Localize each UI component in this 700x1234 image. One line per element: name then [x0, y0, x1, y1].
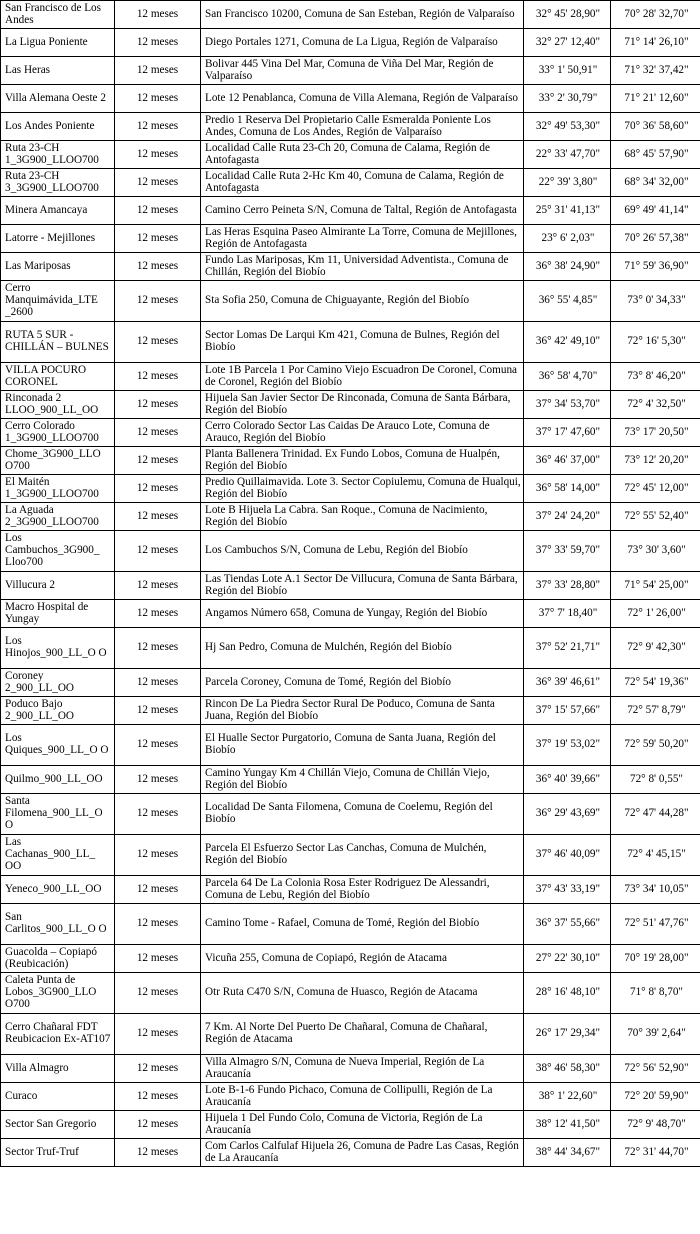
site-name-cell: Macro Hospital de Yungay — [1, 600, 115, 628]
site-name-cell: Los Andes Poniente — [1, 113, 115, 141]
address-cell: Rincon De La Piedra Sector Rural De Poduco, Comuna de Santa Juana, Región del Biobío — [201, 697, 524, 725]
period-cell: 12 meses — [115, 904, 201, 945]
latitude-cell: 37° 19' 53,02" — [524, 725, 611, 766]
latitude-cell: 38° 44' 34,67" — [524, 1139, 611, 1167]
site-name-cell: Poduco Bajo 2_900_LL_OO — [1, 697, 115, 725]
latitude-cell: 36° 40' 39,66" — [524, 766, 611, 794]
table-row — [1, 113, 700, 141]
site-name-cell: Ruta 23-CH 3_3G900_LLOO700 — [1, 169, 115, 197]
longitude-cell: 73° 17' 20,50" — [611, 419, 700, 447]
site-name-cell: Ruta 23-CH 1_3G900_LLOO700 — [1, 141, 115, 169]
table-row — [1, 945, 700, 973]
latitude-cell: 26° 17' 29,34" — [524, 1014, 611, 1055]
longitude-cell: 70° 28' 32,70" — [611, 1, 700, 29]
address-cell: Parcela 64 De La Colonia Rosa Ester Rodriguez De Alessandri, Comuna de Lebu, Región del Biobío — [201, 876, 524, 904]
period-cell: 12 meses — [115, 225, 201, 253]
site-name-cell: Cerro Colorado 1_3G900_LLOO700 — [1, 419, 115, 447]
table-row — [1, 447, 700, 475]
latitude-cell: 36° 55' 4,85" — [524, 281, 611, 322]
address-cell: Lote B Hijuela La Cabra. San Roque., Comuna de Nacimiento, Región del Biobío — [201, 503, 524, 531]
latitude-cell: 36° 29' 43,69" — [524, 794, 611, 835]
longitude-cell: 68° 34' 32,00" — [611, 169, 700, 197]
table-row — [1, 85, 700, 113]
site-name-cell: Coroney 2_900_LL_OO — [1, 669, 115, 697]
period-cell: 12 meses — [115, 281, 201, 322]
longitude-cell: 71° 32' 37,42" — [611, 57, 700, 85]
longitude-cell: 72° 47' 44,28" — [611, 794, 700, 835]
period-cell: 12 meses — [115, 391, 201, 419]
longitude-cell: 72° 16' 5,30" — [611, 322, 700, 363]
period-cell: 12 meses — [115, 85, 201, 113]
period-cell: 12 meses — [115, 973, 201, 1014]
period-cell: 12 meses — [115, 169, 201, 197]
site-name-cell: Cerro Chañaral FDT Reubicacion Ex-AT107 — [1, 1014, 115, 1055]
longitude-cell: 72° 1' 26,00" — [611, 600, 700, 628]
longitude-cell: 72° 9' 48,70" — [611, 1111, 700, 1139]
table-row — [1, 281, 700, 322]
site-name-cell: Santa Filomena_900_LL_O O — [1, 794, 115, 835]
longitude-cell: 72° 20' 59,90" — [611, 1083, 700, 1111]
site-name-cell: San Carlitos_900_LL_O O — [1, 904, 115, 945]
site-name-cell: Quilmo_900_LL_OO — [1, 766, 115, 794]
site-name-cell: San Francisco de Los Andes — [1, 1, 115, 29]
table-row — [1, 503, 700, 531]
address-cell: Localidad De Santa Filomena, Comuna de Coelemu, Región del Biobío — [201, 794, 524, 835]
address-cell: Lote B-1-6 Fundo Pichaco, Comuna de Collipulli, Región de La Araucanía — [201, 1083, 524, 1111]
table-row — [1, 572, 700, 600]
table-row — [1, 628, 700, 669]
address-cell: El Hualle Sector Purgatorio, Comuna de Santa Juana, Región del Biobío — [201, 725, 524, 766]
table-row — [1, 904, 700, 945]
site-name-cell: La Aguada 2_3G900_LLOO700 — [1, 503, 115, 531]
table-row — [1, 1055, 700, 1083]
period-cell: 12 meses — [115, 253, 201, 281]
longitude-cell: 72° 45' 12,00" — [611, 475, 700, 503]
table-row — [1, 1014, 700, 1055]
table-row — [1, 419, 700, 447]
latitude-cell: 37° 34' 53,70" — [524, 391, 611, 419]
latitude-cell: 32° 49' 53,30" — [524, 113, 611, 141]
longitude-cell: 72° 31' 44,70" — [611, 1139, 700, 1167]
table-row — [1, 197, 700, 225]
longitude-cell: 72° 56' 52,90" — [611, 1055, 700, 1083]
table-row — [1, 322, 700, 363]
address-cell: Predio 1 Reserva Del Propietario Calle Esmeralda Poniente Los Andes, Comuna de Los Andes, Región de Valparaíso — [201, 113, 524, 141]
latitude-cell: 23° 6' 2,03" — [524, 225, 611, 253]
period-cell: 12 meses — [115, 322, 201, 363]
period-cell: 12 meses — [115, 628, 201, 669]
table-row — [1, 600, 700, 628]
site-name-cell: Las Mariposas — [1, 253, 115, 281]
table-row — [1, 363, 700, 391]
latitude-cell: 36° 42' 49,10" — [524, 322, 611, 363]
table-row — [1, 29, 700, 57]
longitude-cell: 70° 36' 58,60" — [611, 113, 700, 141]
latitude-cell: 27° 22' 30,10" — [524, 945, 611, 973]
latitude-cell: 36° 38' 24,90" — [524, 253, 611, 281]
site-name-cell: Guacolda – Copiapó (Reubicación) — [1, 945, 115, 973]
address-cell: Parcela El Esfuerzo Sector Las Canchas, Comuna de Mulchén, Región del Biobío — [201, 835, 524, 876]
address-cell: 7 Km. Al Norte Del Puerto De Chañaral, Comuna de Chañaral, Región de Atacama — [201, 1014, 524, 1055]
latitude-cell: 37° 15' 57,66" — [524, 697, 611, 725]
period-cell: 12 meses — [115, 57, 201, 85]
site-name-cell: Villa Alemana Oeste 2 — [1, 85, 115, 113]
sites-table-body — [1, 1, 700, 1167]
address-cell: Sector Lomas De Larqui Km 421, Comuna de Bulnes, Región del Biobío — [201, 322, 524, 363]
period-cell: 12 meses — [115, 141, 201, 169]
latitude-cell: 37° 33' 59,70" — [524, 531, 611, 572]
address-cell: Parcela Coroney, Comuna de Tomé, Región del Biobío — [201, 669, 524, 697]
address-cell: San Francisco 10200, Comuna de San Esteban, Región de Valparaíso — [201, 1, 524, 29]
site-name-cell: Chome_3G900_LLO O700 — [1, 447, 115, 475]
latitude-cell: 22° 39' 3,80" — [524, 169, 611, 197]
table-row — [1, 766, 700, 794]
site-name-cell: Sector Truf-Truf — [1, 1139, 115, 1167]
site-name-cell: Sector San Gregorio — [1, 1111, 115, 1139]
latitude-cell: 22° 33' 47,70" — [524, 141, 611, 169]
table-row — [1, 1, 700, 29]
site-name-cell: RUTA 5 SUR - CHILLÁN – BULNES — [1, 322, 115, 363]
table-row — [1, 225, 700, 253]
site-name-cell: Las Cachanas_900_LL_ OO — [1, 835, 115, 876]
site-name-cell: Latorre - Mejillones — [1, 225, 115, 253]
address-cell: Camino Yungay Km 4 Chillán Viejo, Comuna de Chillán Viejo, Región del Biobío — [201, 766, 524, 794]
longitude-cell: 73° 8' 46,20" — [611, 363, 700, 391]
table-row — [1, 973, 700, 1014]
table-row — [1, 531, 700, 572]
longitude-cell: 72° 57' 8,79" — [611, 697, 700, 725]
longitude-cell: 73° 12' 20,20" — [611, 447, 700, 475]
latitude-cell: 36° 58' 4,70" — [524, 363, 611, 391]
latitude-cell: 37° 43' 33,19" — [524, 876, 611, 904]
site-name-cell: Los Cambuchos_3G900_ Lloo700 — [1, 531, 115, 572]
table-row — [1, 475, 700, 503]
period-cell: 12 meses — [115, 600, 201, 628]
address-cell: Camino Tome - Rafael, Comuna de Tomé, Región del Biobío — [201, 904, 524, 945]
table-row — [1, 169, 700, 197]
address-cell: Cerro Colorado Sector Las Caidas De Arauco Lote, Comuna de Arauco, Región del Biobío — [201, 419, 524, 447]
latitude-cell: 38° 12' 41,50" — [524, 1111, 611, 1139]
table-row — [1, 725, 700, 766]
period-cell: 12 meses — [115, 363, 201, 391]
latitude-cell: 33° 1' 50,91" — [524, 57, 611, 85]
address-cell: Hj San Pedro, Comuna de Mulchén, Región del Biobío — [201, 628, 524, 669]
address-cell: Otr Ruta C470 S/N, Comuna de Huasco, Región de Atacama — [201, 973, 524, 1014]
table-row — [1, 1111, 700, 1139]
latitude-cell: 37° 7' 18,40" — [524, 600, 611, 628]
period-cell: 12 meses — [115, 1111, 201, 1139]
site-name-cell: Rinconada 2 LLOO_900_LL_OO — [1, 391, 115, 419]
longitude-cell: 71° 54' 25,00" — [611, 572, 700, 600]
table-row — [1, 697, 700, 725]
table-row — [1, 141, 700, 169]
site-name-cell: Las Heras — [1, 57, 115, 85]
period-cell: 12 meses — [115, 447, 201, 475]
period-cell: 12 meses — [115, 835, 201, 876]
longitude-cell: 73° 0' 34,33" — [611, 281, 700, 322]
period-cell: 12 meses — [115, 29, 201, 57]
site-name-cell: Caleta Punta de Lobos_3G900_LLO O700 — [1, 973, 115, 1014]
longitude-cell: 72° 59' 50,20" — [611, 725, 700, 766]
table-row — [1, 253, 700, 281]
period-cell: 12 meses — [115, 572, 201, 600]
period-cell: 12 meses — [115, 697, 201, 725]
latitude-cell: 37° 46' 40,09" — [524, 835, 611, 876]
period-cell: 12 meses — [115, 1083, 201, 1111]
site-name-cell: VILLA POCURO CORONEL — [1, 363, 115, 391]
site-name-cell: Yeneco_900_LL_OO — [1, 876, 115, 904]
longitude-cell: 72° 51' 47,76" — [611, 904, 700, 945]
address-cell: Com Carlos Calfulaf Hijuela 26, Comuna de Padre Las Casas, Región de La Araucanía — [201, 1139, 524, 1167]
latitude-cell: 36° 46' 37,00" — [524, 447, 611, 475]
address-cell: Sta Sofia 250, Comuna de Chiguayante, Región del Biobío — [201, 281, 524, 322]
period-cell: 12 meses — [115, 876, 201, 904]
address-cell: Lote 12 Penablanca, Comuna de Villa Alemana, Región de Valparaíso — [201, 85, 524, 113]
latitude-cell: 36° 58' 14,00" — [524, 475, 611, 503]
address-cell: Predio Quillaimavida. Lote 3. Sector Copiulemu, Comuna de Hualqui, Región del Biobío — [201, 475, 524, 503]
latitude-cell: 38° 46' 58,30" — [524, 1055, 611, 1083]
site-name-cell: Los Hinojos_900_LL_O O — [1, 628, 115, 669]
period-cell: 12 meses — [115, 945, 201, 973]
period-cell: 12 meses — [115, 1139, 201, 1167]
latitude-cell: 25° 31' 41,13" — [524, 197, 611, 225]
table-row — [1, 1083, 700, 1111]
table-row — [1, 669, 700, 697]
period-cell: 12 meses — [115, 197, 201, 225]
latitude-cell: 37° 33' 28,80" — [524, 572, 611, 600]
table-row — [1, 391, 700, 419]
address-cell: Localidad Calle Ruta 2-Hc Km 40, Comuna de Calama, Región de Antofagasta — [201, 169, 524, 197]
address-cell: Las Heras Esquina Paseo Almirante La Torre, Comuna de Mejillones, Región de Antofagasta — [201, 225, 524, 253]
longitude-cell: 70° 19' 28,00" — [611, 945, 700, 973]
address-cell: Bolivar 445 Vina Del Mar, Comuna de Viña Del Mar, Región de Valparaíso — [201, 57, 524, 85]
latitude-cell: 36° 37' 55,66" — [524, 904, 611, 945]
latitude-cell: 38° 1' 22,60" — [524, 1083, 611, 1111]
period-cell: 12 meses — [115, 1055, 201, 1083]
site-name-cell: Curaco — [1, 1083, 115, 1111]
longitude-cell: 73° 34' 10,05" — [611, 876, 700, 904]
longitude-cell: 72° 54' 19,36" — [611, 669, 700, 697]
longitude-cell: 70° 39' 2,64" — [611, 1014, 700, 1055]
period-cell: 12 meses — [115, 1, 201, 29]
address-cell: Camino Cerro Peineta S/N, Comuna de Taltal, Región de Antofagasta — [201, 197, 524, 225]
period-cell: 12 meses — [115, 669, 201, 697]
address-cell: Hijuela San Javier Sector De Rinconada, Comuna de Santa Bárbara, Región del Biobío — [201, 391, 524, 419]
longitude-cell: 72° 8' 0,55" — [611, 766, 700, 794]
address-cell: Lote 1B Parcela 1 Por Camino Viejo Escuadron De Coronel, Comuna de Coronel, Región del Biobío — [201, 363, 524, 391]
period-cell: 12 meses — [115, 531, 201, 572]
period-cell: 12 meses — [115, 725, 201, 766]
site-name-cell: La Ligua Poniente — [1, 29, 115, 57]
period-cell: 12 meses — [115, 503, 201, 531]
longitude-cell: 71° 59' 36,90" — [611, 253, 700, 281]
longitude-cell: 71° 8' 8,70" — [611, 973, 700, 1014]
period-cell: 12 meses — [115, 766, 201, 794]
latitude-cell: 37° 24' 24,20" — [524, 503, 611, 531]
longitude-cell: 72° 9' 42,30" — [611, 628, 700, 669]
address-cell: Localidad Calle Ruta 23-Ch 20, Comuna de Calama, Región de Antofagasta — [201, 141, 524, 169]
period-cell: 12 meses — [115, 1014, 201, 1055]
table-row — [1, 1139, 700, 1167]
address-cell: Diego Portales 1271, Comuna de La Ligua, Región de Valparaíso — [201, 29, 524, 57]
longitude-cell: 72° 4' 32,50" — [611, 391, 700, 419]
latitude-cell: 32° 45' 28,90" — [524, 1, 611, 29]
longitude-cell: 68° 45' 57,90" — [611, 141, 700, 169]
table-row — [1, 57, 700, 85]
address-cell: Planta Ballenera Trinidad. Ex Fundo Lobos, Comuna de Hualpén, Región del Biobío — [201, 447, 524, 475]
longitude-cell: 73° 30' 3,60" — [611, 531, 700, 572]
site-name-cell: El Maitén 1_3G900_LLOO700 — [1, 475, 115, 503]
period-cell: 12 meses — [115, 794, 201, 835]
period-cell: 12 meses — [115, 113, 201, 141]
address-cell: Villa Almagro S/N, Comuna de Nueva Imperial, Región de La Araucanía — [201, 1055, 524, 1083]
longitude-cell: 72° 55' 52,40" — [611, 503, 700, 531]
latitude-cell: 37° 52' 21,71" — [524, 628, 611, 669]
address-cell: Angamos Número 658, Comuna de Yungay, Región del Biobío — [201, 600, 524, 628]
address-cell: Vicuña 255, Comuna de Copiapó, Región de Atacama — [201, 945, 524, 973]
address-cell: Los Cambuchos S/N, Comuna de Lebu, Región del Biobío — [201, 531, 524, 572]
latitude-cell: 33° 2' 30,79" — [524, 85, 611, 113]
period-cell: 12 meses — [115, 475, 201, 503]
longitude-cell: 69° 49' 41,14" — [611, 197, 700, 225]
site-name-cell: Minera Amancaya — [1, 197, 115, 225]
address-cell: Hijuela 1 Del Fundo Colo, Comuna de Victoria, Región de La Araucanía — [201, 1111, 524, 1139]
table-row — [1, 794, 700, 835]
address-cell: Las Tiendas Lote A.1 Sector De Villucura, Comuna de Santa Bárbara, Región del Biobío — [201, 572, 524, 600]
latitude-cell: 32° 27' 12,40" — [524, 29, 611, 57]
site-name-cell: Villucura 2 — [1, 572, 115, 600]
longitude-cell: 71° 14' 26,10" — [611, 29, 700, 57]
table-row — [1, 835, 700, 876]
latitude-cell: 28° 16' 48,10" — [524, 973, 611, 1014]
latitude-cell: 36° 39' 46,61" — [524, 669, 611, 697]
period-cell: 12 meses — [115, 419, 201, 447]
longitude-cell: 71° 21' 12,60" — [611, 85, 700, 113]
site-name-cell: Villa Almagro — [1, 1055, 115, 1083]
longitude-cell: 70° 26' 57,38" — [611, 225, 700, 253]
longitude-cell: 72° 4' 45,15" — [611, 835, 700, 876]
address-cell: Fundo Las Mariposas, Km 11, Universidad Adventista., Comuna de Chillán, Región del Biobío — [201, 253, 524, 281]
table-row — [1, 876, 700, 904]
site-name-cell: Cerro Manquimávida_LTE _2600 — [1, 281, 115, 322]
site-name-cell: Los Quiques_900_LL_O O — [1, 725, 115, 766]
latitude-cell: 37° 17' 47,60" — [524, 419, 611, 447]
